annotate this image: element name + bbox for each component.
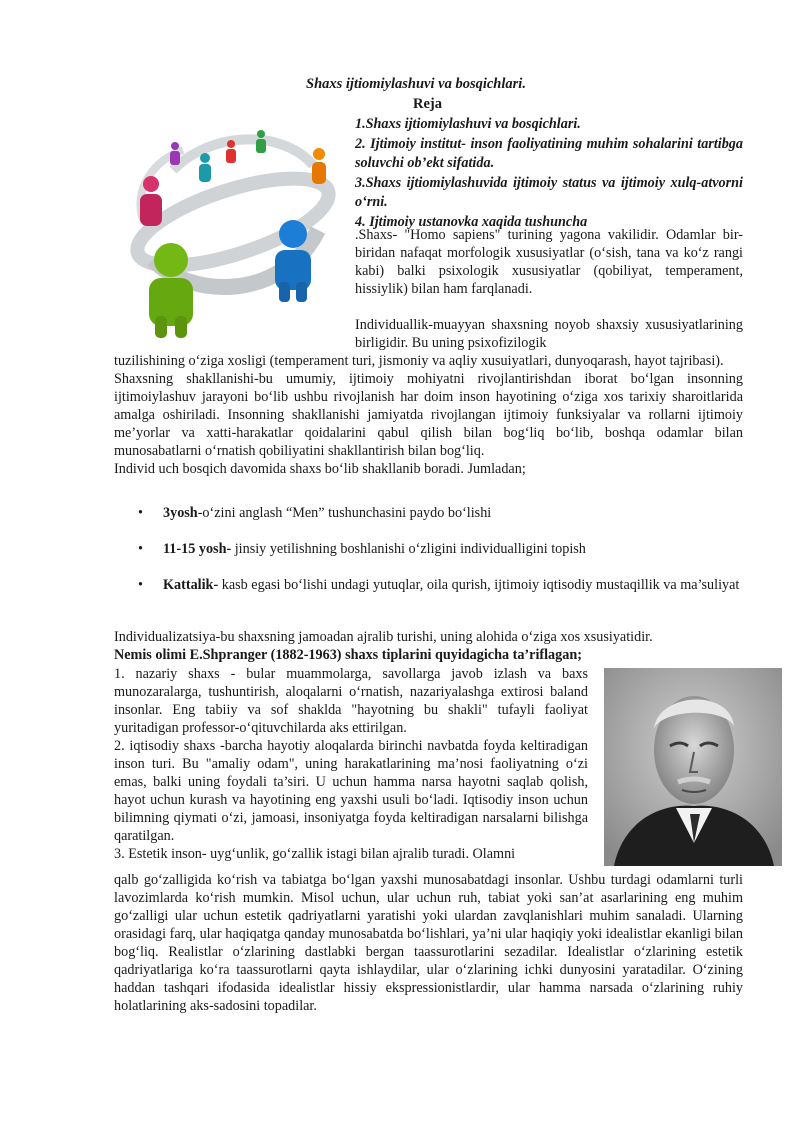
stage-term: Kattalik- [163,577,219,593]
plan-item: 3.Shaxs ijtiomiylashuvida ijtimoiy status va ijtimoiy xulq-atvorni o‘rni. [355,174,743,210]
shaxs-paragraph: .Shaxs- "Homo sapiens" turining yagona vakilidir. Odamlar bir-biridan nafaqat morfologik xususiyatlar (o‘sish, tana va ko‘z rangi kabi) balki psixologik xususiyatlar (qobiliyat, temperament, hissiylik) bilan ham farqlanadi. [355,227,743,297]
shpranger-heading: Nemis olimi E.Shpranger (1882-1963) shaxs tiplarini quyidagicha ta’riflagan; [114,647,582,663]
people-network-illustration [113,110,345,342]
document-title: Shaxs ijtiomiylashuvi va bosqichlari. [306,76,526,92]
plan-item: 4. Ijtimoiy ustanovka xaqida tushuncha [355,213,588,230]
plan-item: 1.Shaxs ijtiomiylashuvi va bosqichlari. [355,116,581,132]
bullet-icon: • [138,505,143,521]
individuallik-head-text: Individuallik-muayyan shaxsning noyob shaxsiy xususiyatlarining birligidir. Bu uning psixofizilogik [355,317,743,351]
bullet-icon: • [138,541,143,557]
individuallik-paragraph-head [355,316,743,352]
stage-item [114,540,743,558]
stage-text: jinsiy yetilishning boshlanishi o‘zligini individualligini topish [231,541,586,557]
stage-item [114,504,743,522]
stage-text: kasb egasi bo‘lishi undagi yutuqlar, oila qurish, ijtimoiy iqtisodiy mustaqillik va ma’suliyat [218,577,740,593]
bullet-icon: • [138,577,143,593]
bosqich-paragraph: Individ uch bosqich davomida shaxs bo‘lib shakllanib boradi. Jumladan; [114,461,526,477]
stage-text: -o‘zini anglash “Men” tushunchasini paydo bo‘lishi [197,505,492,521]
shpranger-portrait-photo [604,668,782,866]
nazariy-paragraph: 1. nazariy shaxs - bular muammolarga, savollarga javob izlash va baxs munozaralarga, tushuntirish, aloqalarni o‘rnatish, nazariyalashga extirosi baland insonlar. Eng tabiiy va sof shaklda "hayotning bu shakli" tufayli faoliyat yuritadigan professor-o‘qituvchilarda aks ettirilgan. [114,666,588,736]
stage-term: 3yosh [163,505,198,521]
plan-item: 2. Ijtimoiy institut- inson faoliyatining muhim sohalarini tartibga soluvchi ob’ekt sifatida. [355,135,743,171]
personality-types [114,665,588,863]
iqtisodiy-paragraph: 2. iqtisodiy shaxs -barcha hayotiy aloqalarda birinchi navbatda foyda keltiradigan inson turi. Bu "amaliy odam", uning harakatlarining ma’nosi faoliyatning o‘zi emas, balki uning foydali ta’siri. U uchun hamma narsa hayotni saqlab qolish, hayot uchun kurash va hayotining eng yaxshi usuli bo‘ladi. Iqtisodiy inson uchun bilimning qiymati o‘zi, jamoasi, insoniyatga foyda keltiradigan narsalarni bilishga qaratilgan. [114,738,588,844]
plan-list [355,115,743,232]
stage-item [114,576,743,594]
individualizatsiya-paragraph: Individualizatsiya-bu shaxsning jamoadan ajralib turishi, uning alohida o‘ziga xos xsusiyatidir. [114,629,653,645]
estetik-paragraph-rest: qalb go‘zalligida ko‘rish va tabiatga bo‘lgan yaxshi munosabatdagi insonlar. Ushbu turdagi odamlarni turli lavozimlarda ko‘rish mumkin. Misol uchun, ular uchun ruh, tabiat yoki san’at asarlarining eng muhim go‘zalligi ular uchun estetik qadriyatlarni yaratishi yoki ulardan zavqlanishlari muhim sanaladi. Ularning orasidagi farq, ular haqiqatga qanday munosabatda bo‘lishlari, ya’ni ular haqiqiy yoki idealistlar ekanligi bilan bog‘liq. Realistlar o‘zlarining dastlabki bergan taassurotlarini sezadilar. Idealistlar o‘zlarining estetik qadriyatlariga ko‘ra taassurotlarni qayta ishlaydilar, ular o‘zlarining ichki dunyosini yaratadilar. O‘zining haddan tashqari ifodasida idealistlar hissiy ekspressionistlardir, ular hamma narsada o‘zlarining ruhiy holatlarining aks-sadosini topadilar. [114,872,743,1014]
intro-block [355,226,743,298]
stage-term: 11-15 yosh- [163,541,232,557]
main-text-flow [114,352,743,478]
plan-heading: Reja [413,96,442,112]
estetik-paragraph-start: 3. Estetik inson- uyg‘unlik, go‘zallik istagi bilan ajralib turadi. Olamni [114,846,516,862]
individuallik-tail: tuzilishining o‘ziga xosligi (temperament turi, jismoniy va aqliy xusuiyatlari, dunyoqarash, hayot tajribasi). [114,353,724,369]
stages-list [114,504,743,594]
shakllanishi-paragraph: Shaxsning shakllanishi-bu umumiy, ijtimoiy mohiyatni rivojlantirishdan iborat bo‘lgan insonning ijtimoiylashuv jarayoni bo‘lib ushbu rivojlanish har doim inson hayotining o‘ziga xos tarixiy sharoitlarida amalga oshiriladi. Insonning shakllanishi jamiyatda rivojlangan ijtimoiy funksiyalar va rollarni ijtimoiy me’yorlar va xatti-harakatlar qoidalarini qabul qilish bilan bog‘liq bo‘lib, boshqa odamlar bilan munosabatlarni o‘rnatish qobiliyatini shakllantirish bilan bog‘liq. [114,371,743,459]
